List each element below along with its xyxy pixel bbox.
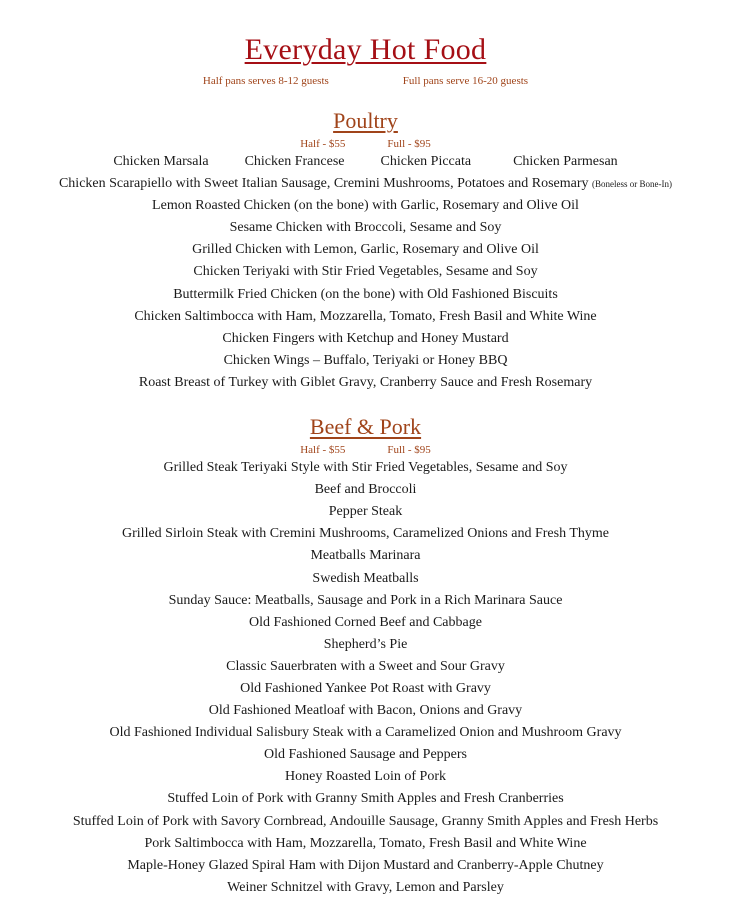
list-item: Pork Saltimbocca with Ham, Mozzarella, Tomato, Fresh Basil and White Wine (144, 835, 587, 851)
poultry-heading: Poultry (333, 108, 398, 133)
list-item: Buttermilk Fried Chicken (on the bone) with Old Fashioned Biscuits (173, 286, 558, 302)
beef-pork-section (0, 414, 731, 899)
list-item: Roast Breast of Turkey with Giblet Gravy, Cranberry Sauce and Fresh Rosemary (138, 374, 593, 390)
poultry-prices (0, 137, 731, 151)
poultry-section (0, 108, 731, 394)
list-item: Chicken Saltimbocca with Ham, Mozzarella, Tomato, Fresh Basil and White Wine (134, 308, 597, 324)
list-item: Grilled Chicken with Lemon, Garlic, Rosemary and Olive Oil (192, 242, 539, 258)
poultry-half-price: Half - $55 (300, 138, 346, 150)
beef-pork-list (0, 457, 731, 899)
list-item: Sunday Sauce: Meatballs, Sausage and Pork in a Rich Marinara Sauce (168, 592, 563, 608)
full-pan-note: Full pans serve 16-20 guests (402, 75, 529, 87)
poultry-list (0, 151, 731, 394)
list-item (0, 173, 731, 195)
list-item: Sesame Chicken with Broccoli, Sesame and Soy (229, 220, 502, 236)
list-item: Honey Roasted Loin of Pork (285, 769, 446, 785)
list-item: Chicken Teriyaki with Stir Fried Vegetables, Sesame and Soy (193, 264, 538, 280)
beef-pork-prices (0, 443, 731, 457)
list-item: Grilled Steak Teriyaki Style with Stir Fried Vegetables, Sesame and Soy (163, 460, 568, 476)
list-item: Maple-Honey Glazed Spiral Ham with Dijon Mustard and Cranberry-Apple Chutney (127, 857, 604, 873)
poultry-classics-row (0, 151, 731, 173)
list-item: Chicken Fingers with Ketchup and Honey Mustard (222, 330, 509, 346)
half-pan-note: Half pans serves 8-12 guests (202, 75, 329, 87)
list-item: Chicken Parmesan (513, 154, 618, 169)
pan-size-note (0, 74, 731, 88)
scarapiello-note: (Boneless or Bone-In) (592, 179, 673, 190)
list-item: Beef and Broccoli (314, 482, 417, 498)
beef-pork-full-price: Full - $95 (387, 444, 431, 457)
list-item: Chicken Francese (244, 154, 345, 169)
list-item: Stuffed Loin of Pork with Savory Cornbread, Andouille Sausage, Granny Smith Apples and Fresh Herbs (72, 813, 659, 829)
list-item: Shepherd’s Pie (323, 636, 408, 652)
list-item: Lemon Roasted Chicken (on the bone) with Garlic, Rosemary and Olive Oil (152, 198, 579, 214)
list-item: Grilled Sirloin Steak with Cremini Mushrooms, Caramelized Onions and Fresh Thyme (122, 526, 609, 542)
poultry-full-price: Full - $95 (387, 138, 431, 150)
list-item: Old Fashioned Sausage and Peppers (264, 747, 467, 763)
list-item: Chicken Wings – Buffalo, Teriyaki or Honey BBQ (223, 352, 508, 368)
list-item: Chicken Piccata (380, 154, 472, 169)
list-item: Old Fashioned Meatloaf with Bacon, Onions and Gravy (208, 703, 523, 719)
page-title: Everyday Hot Food (244, 33, 487, 66)
scarapiello-text: Chicken Scarapiello with Sweet Italian Sausage, Cremini Mushrooms, Potatoes and Rosemary (58, 176, 589, 192)
list-item: Swedish Meatballs (312, 570, 419, 586)
beef-pork-heading: Beef & Pork (309, 414, 422, 440)
list-item: Meatballs Marinara (310, 548, 421, 564)
list-item: Old Fashioned Yankee Pot Roast with Gravy (240, 680, 491, 696)
beef-pork-half-price: Half - $55 (300, 444, 346, 457)
list-item: Chicken Marsala (113, 154, 209, 169)
list-item: Weiner Schnitzel with Gravy, Lemon and Parsley (227, 879, 504, 895)
list-item: Old Fashioned Individual Salisbury Steak with a Caramelized Onion and Mushroom Gravy (109, 725, 622, 741)
list-item: Pepper Steak (328, 504, 403, 520)
list-item: Old Fashioned Corned Beef and Cabbage (249, 614, 482, 630)
list-item: Classic Sauerbraten with a Sweet and Sour Gravy (226, 658, 505, 674)
list-item: Stuffed Loin of Pork with Granny Smith Apples and Fresh Cranberries (167, 791, 564, 807)
